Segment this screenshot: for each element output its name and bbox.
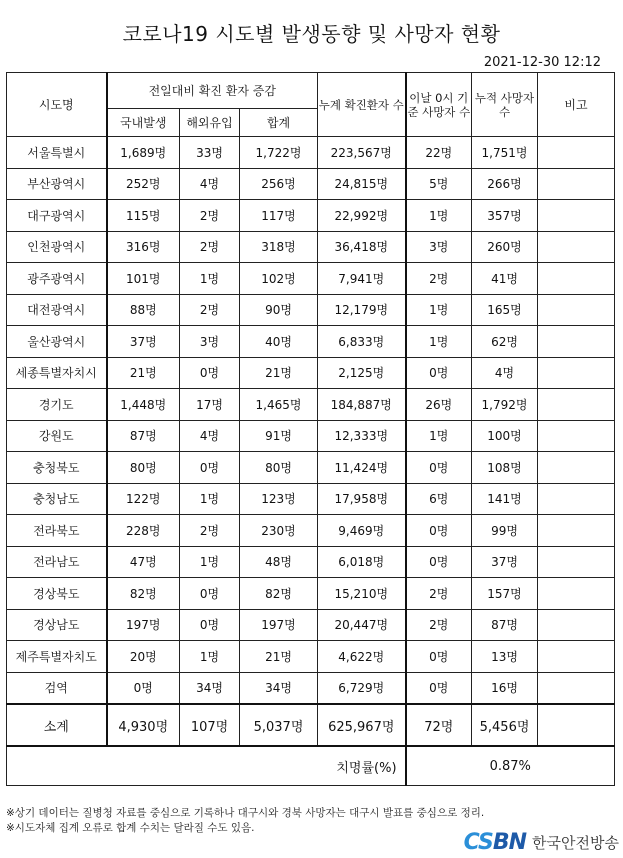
cell-sum: 80명	[240, 452, 318, 484]
page-title: 코로나19 시도별 발생동향 및 사망자 현황	[122, 22, 501, 46]
table-row	[7, 137, 615, 169]
cell-region: 울산광역시	[7, 326, 107, 358]
cell-remarks	[538, 168, 615, 200]
cell-overseas: 0명	[180, 357, 240, 389]
cell-cumulative: 12,333명	[318, 420, 406, 452]
table-row	[7, 326, 615, 358]
timestamp: 2021-12-30 12:12	[483, 55, 601, 70]
cell-remarks	[538, 200, 615, 232]
cell-domestic: 87명	[107, 420, 180, 452]
header-sum: 합계	[240, 109, 318, 137]
cell-deaths-today: 1명	[406, 200, 472, 232]
fatality-row	[7, 746, 615, 786]
header-cumulative-cases: 누계 확진환자 수	[318, 73, 406, 137]
csbn-logo-text: 한국안전방송	[532, 833, 619, 852]
header-daily-group: 전일대비 확진 환자 증감	[107, 73, 318, 109]
table-row	[7, 483, 615, 515]
cell-remarks	[538, 515, 615, 547]
table-row	[7, 546, 615, 578]
cell-cumulative: 6,833명	[318, 326, 406, 358]
cell-overseas: 1명	[180, 546, 240, 578]
cell-sum: 1,722명	[240, 137, 318, 169]
cell-deaths-cum: 108명	[472, 452, 538, 484]
cell-region: 전라남도	[7, 546, 107, 578]
cell-overseas: 33명	[180, 137, 240, 169]
fatality-value: 0.87%	[406, 746, 615, 786]
cell-region: 충청북도	[7, 452, 107, 484]
cell-region: 광주광역시	[7, 263, 107, 295]
cell-deaths-today: 1명	[406, 326, 472, 358]
cell-deaths-cum: 260명	[472, 231, 538, 263]
cell-remarks	[538, 326, 615, 358]
cell-domestic: 20명	[107, 641, 180, 673]
cell-cumulative: 17,958명	[318, 483, 406, 515]
cell-cumulative: 7,941명	[318, 263, 406, 295]
cell-sum: 256명	[240, 168, 318, 200]
cell-sum: 102명	[240, 263, 318, 295]
cell-cumulative: 6,729명	[318, 672, 406, 704]
cell-deaths-today: 0명	[406, 672, 472, 704]
cell-cumulative: 4,622명	[318, 641, 406, 673]
cell-domestic: 316명	[107, 231, 180, 263]
cell-deaths-today: 2명	[406, 609, 472, 641]
cell-deaths-today: 0명	[406, 357, 472, 389]
table-row	[7, 357, 615, 389]
cell-deaths-cum: 16명	[472, 672, 538, 704]
table-row	[7, 420, 615, 452]
csbn-logo-mark: CSBN	[463, 829, 527, 855]
cell-domestic: 122명	[107, 483, 180, 515]
cell-sum: 40명	[240, 326, 318, 358]
cell-domestic: 37명	[107, 326, 180, 358]
cell-sum: 91명	[240, 420, 318, 452]
cell-deaths-cum: 62명	[472, 326, 538, 358]
table-row	[7, 200, 615, 232]
footnote-1: ※상기 데이터는 질병청 자료를 중심으로 기록하나 대구시와 경북 사망자는 대구시 발표를 중심으로 정리.	[6, 807, 485, 819]
cell-remarks	[538, 137, 615, 169]
cell-deaths-cum: 99명	[472, 515, 538, 547]
cell-cumulative: 24,815명	[318, 168, 406, 200]
table-row	[7, 389, 615, 421]
cell-domestic: 88명	[107, 294, 180, 326]
cell-region: 세종특별자치시	[7, 357, 107, 389]
cell-overseas: 2명	[180, 515, 240, 547]
cell-region: 경기도	[7, 389, 107, 421]
cell-deaths-today: 1명	[406, 294, 472, 326]
cell-domestic: 47명	[107, 546, 180, 578]
cell-deaths-today: 2명	[406, 578, 472, 610]
cell-sum: 1,465명	[240, 389, 318, 421]
header-remarks: 비고	[538, 73, 615, 137]
cell-deaths-cum: 1,792명	[472, 389, 538, 421]
cell-domestic: 228명	[107, 515, 180, 547]
cell-region: 강원도	[7, 420, 107, 452]
cell-domestic: 252명	[107, 168, 180, 200]
cell-sum: 123명	[240, 483, 318, 515]
cell-region: 제주특별자치도	[7, 641, 107, 673]
cell-cumulative: 12,179명	[318, 294, 406, 326]
cell-sum: 197명	[240, 609, 318, 641]
cell-cumulative: 11,424명	[318, 452, 406, 484]
cell-cumulative: 6,018명	[318, 546, 406, 578]
cell-remarks	[538, 546, 615, 578]
cell-region: 전라북도	[7, 515, 107, 547]
header-domestic: 국내발생	[107, 109, 180, 137]
cell-deaths-cum: 165명	[472, 294, 538, 326]
total-remarks	[538, 704, 615, 746]
cell-domestic: 197명	[107, 609, 180, 641]
cell-cumulative: 22,992명	[318, 200, 406, 232]
table-row	[7, 263, 615, 295]
cell-deaths-cum: 266명	[472, 168, 538, 200]
total-deaths-cum: 5,456명	[472, 704, 538, 746]
cell-region: 경상남도	[7, 609, 107, 641]
cell-overseas: 1명	[180, 483, 240, 515]
table-row	[7, 641, 615, 673]
cell-domestic: 0명	[107, 672, 180, 704]
cell-overseas: 4명	[180, 420, 240, 452]
cell-region: 부산광역시	[7, 168, 107, 200]
cell-deaths-cum: 41명	[472, 263, 538, 295]
footnote-2: ※시도자체 집계 오류로 합계 수치는 달라질 수도 있음.	[6, 822, 255, 834]
total-sum: 5,037명	[240, 704, 318, 746]
cell-domestic: 1,689명	[107, 137, 180, 169]
cell-sum: 230명	[240, 515, 318, 547]
cell-deaths-cum: 4명	[472, 357, 538, 389]
table-row	[7, 231, 615, 263]
table-row	[7, 609, 615, 641]
cell-region: 검역	[7, 672, 107, 704]
table-row	[7, 672, 615, 704]
cell-overseas: 34명	[180, 672, 240, 704]
cell-sum: 318명	[240, 231, 318, 263]
cell-deaths-today: 1명	[406, 420, 472, 452]
cell-overseas: 17명	[180, 389, 240, 421]
cell-deaths-cum: 357명	[472, 200, 538, 232]
fatality-label: 치명률(%)	[7, 746, 406, 786]
header-overseas: 해외유입	[180, 109, 240, 137]
table-row	[7, 294, 615, 326]
cell-cumulative: 20,447명	[318, 609, 406, 641]
table-row	[7, 578, 615, 610]
cell-deaths-today: 22명	[406, 137, 472, 169]
cell-cumulative: 9,469명	[318, 515, 406, 547]
cell-region: 대구광역시	[7, 200, 107, 232]
cell-deaths-today: 0명	[406, 546, 472, 578]
cell-remarks	[538, 263, 615, 295]
cell-domestic: 115명	[107, 200, 180, 232]
cell-remarks	[538, 294, 615, 326]
cell-cumulative: 184,887명	[318, 389, 406, 421]
total-label: 소계	[7, 704, 107, 746]
cell-domestic: 21명	[107, 357, 180, 389]
covid-region-table	[6, 72, 615, 786]
header-deaths-today: 이날 0시 기준 사망자 수	[406, 73, 472, 137]
cell-domestic: 1,448명	[107, 389, 180, 421]
cell-deaths-cum: 13명	[472, 641, 538, 673]
cell-overseas: 3명	[180, 326, 240, 358]
csbn-logo	[464, 826, 619, 858]
cell-remarks	[538, 641, 615, 673]
cell-deaths-today: 0명	[406, 641, 472, 673]
cell-remarks	[538, 483, 615, 515]
cell-overseas: 1명	[180, 641, 240, 673]
cell-deaths-cum: 37명	[472, 546, 538, 578]
cell-remarks	[538, 357, 615, 389]
cell-cumulative: 15,210명	[318, 578, 406, 610]
total-deaths-today: 72명	[406, 704, 472, 746]
table-row	[7, 168, 615, 200]
cell-deaths-cum: 87명	[472, 609, 538, 641]
cell-domestic: 80명	[107, 452, 180, 484]
cell-overseas: 1명	[180, 263, 240, 295]
cell-deaths-today: 2명	[406, 263, 472, 295]
cell-sum: 21명	[240, 641, 318, 673]
cell-deaths-today: 26명	[406, 389, 472, 421]
cell-cumulative: 223,567명	[318, 137, 406, 169]
table-row	[7, 452, 615, 484]
cell-deaths-today: 6명	[406, 483, 472, 515]
cell-cumulative: 2,125명	[318, 357, 406, 389]
total-cumulative: 625,967명	[318, 704, 406, 746]
cell-deaths-cum: 141명	[472, 483, 538, 515]
cell-region: 경상북도	[7, 578, 107, 610]
cell-overseas: 2명	[180, 200, 240, 232]
cell-sum: 90명	[240, 294, 318, 326]
cell-deaths-today: 5명	[406, 168, 472, 200]
cell-remarks	[538, 672, 615, 704]
cell-domestic: 82명	[107, 578, 180, 610]
cell-domestic: 101명	[107, 263, 180, 295]
cell-region: 인천광역시	[7, 231, 107, 263]
cell-deaths-today: 0명	[406, 515, 472, 547]
cell-region: 충청남도	[7, 483, 107, 515]
cell-overseas: 2명	[180, 231, 240, 263]
cell-deaths-today: 0명	[406, 452, 472, 484]
cell-deaths-today: 3명	[406, 231, 472, 263]
total-domestic: 4,930명	[107, 704, 180, 746]
cell-overseas: 2명	[180, 294, 240, 326]
total-row	[7, 704, 615, 746]
cell-overseas: 0명	[180, 578, 240, 610]
cell-remarks	[538, 452, 615, 484]
cell-sum: 48명	[240, 546, 318, 578]
cell-overseas: 4명	[180, 168, 240, 200]
cell-region: 대전광역시	[7, 294, 107, 326]
cell-sum: 117명	[240, 200, 318, 232]
cell-remarks	[538, 609, 615, 641]
total-overseas: 107명	[180, 704, 240, 746]
cell-deaths-cum: 100명	[472, 420, 538, 452]
cell-sum: 34명	[240, 672, 318, 704]
cell-overseas: 0명	[180, 609, 240, 641]
cell-remarks	[538, 420, 615, 452]
cell-deaths-cum: 1,751명	[472, 137, 538, 169]
cell-sum: 82명	[240, 578, 318, 610]
cell-sum: 21명	[240, 357, 318, 389]
cell-region: 서울특별시	[7, 137, 107, 169]
cell-remarks	[538, 389, 615, 421]
cell-overseas: 0명	[180, 452, 240, 484]
table-row	[7, 515, 615, 547]
header-cumulative-deaths: 누적 사망자 수	[472, 73, 538, 137]
cell-remarks	[538, 578, 615, 610]
cell-remarks	[538, 231, 615, 263]
header-region: 시도명	[7, 73, 107, 137]
cell-deaths-cum: 157명	[472, 578, 538, 610]
cell-cumulative: 36,418명	[318, 231, 406, 263]
